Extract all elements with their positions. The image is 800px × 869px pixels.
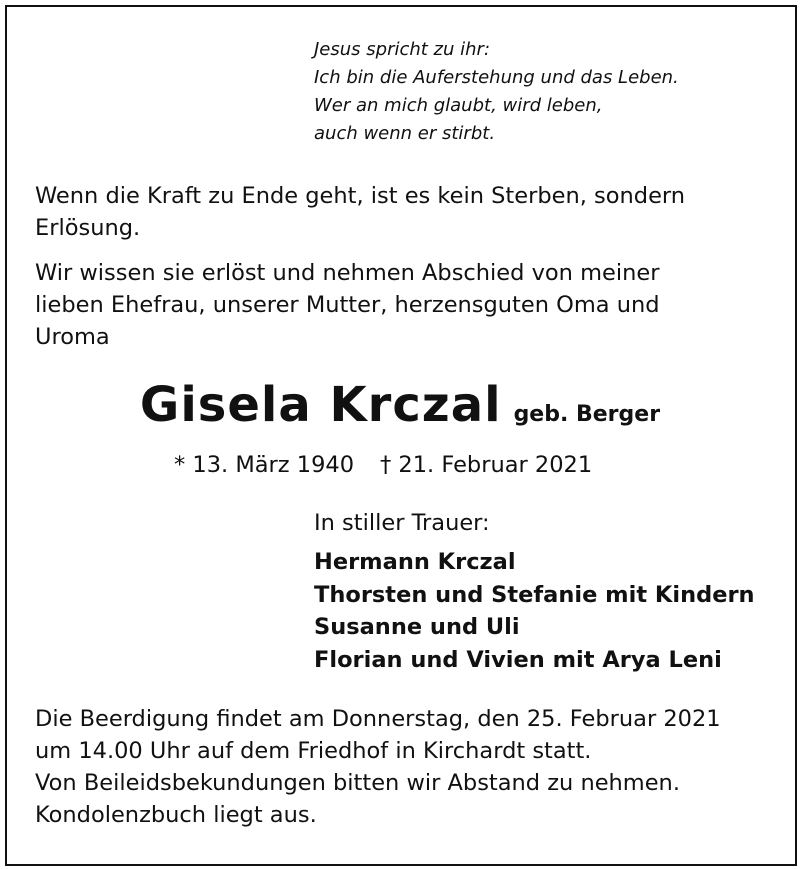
funeral-info [35,703,721,831]
text-line: Kondolenzbuch liegt aus. [35,802,317,828]
intro-paragraph-1 [35,180,685,244]
mourning-intro: In stiller Trauer: [314,510,490,536]
life-dates [174,450,592,480]
maiden-name: geb. Berger [513,402,661,427]
deceased-name-line [0,377,800,433]
bible-verse [314,36,679,148]
mourner-name: Hermann Krczal [314,549,516,575]
verse-line: Wer an mich glaubt, wird leben, [314,95,603,116]
death-date: † 21. Februar 2021 [380,452,593,478]
mourner-name: Susanne und Uli [314,614,520,640]
intro-paragraph-2 [35,257,660,353]
text-line: Wenn die Kraft zu Ende geht, ist es kein Sterben, sondern [35,183,686,209]
text-line: Uroma [35,324,110,350]
text-line: Von Beileidsbekundungen bitten wir Abstand zu nehmen. [35,770,680,796]
text-line: Erlösung. [35,215,141,241]
text-line: um 14.00 Uhr auf dem Friedhof in Kirchardt statt. [35,738,592,764]
verse-line: auch wenn er stirbt. [314,123,496,144]
text-line: Die Beerdigung findet am Donnerstag, den 25. Februar 2021 [35,706,721,732]
mourner-name: Florian und Vivien mit Arya Leni [314,646,722,673]
verse-line: Ich bin die Auferstehung und das Leben. [314,67,679,88]
text-line: Wir wissen sie erlöst und nehmen Abschied von meiner [35,260,660,286]
birth-date: * 13. März 1940 [174,452,355,478]
mourner-name: Thorsten und Stefanie mit Kindern [314,581,755,608]
deceased-name: Gisela Krczal [139,377,502,433]
mourner-list [314,546,755,676]
text-line: lieben Ehefrau, unserer Mutter, herzensguten Oma und [35,292,660,318]
verse-line: Jesus spricht zu ihr: [314,39,491,60]
